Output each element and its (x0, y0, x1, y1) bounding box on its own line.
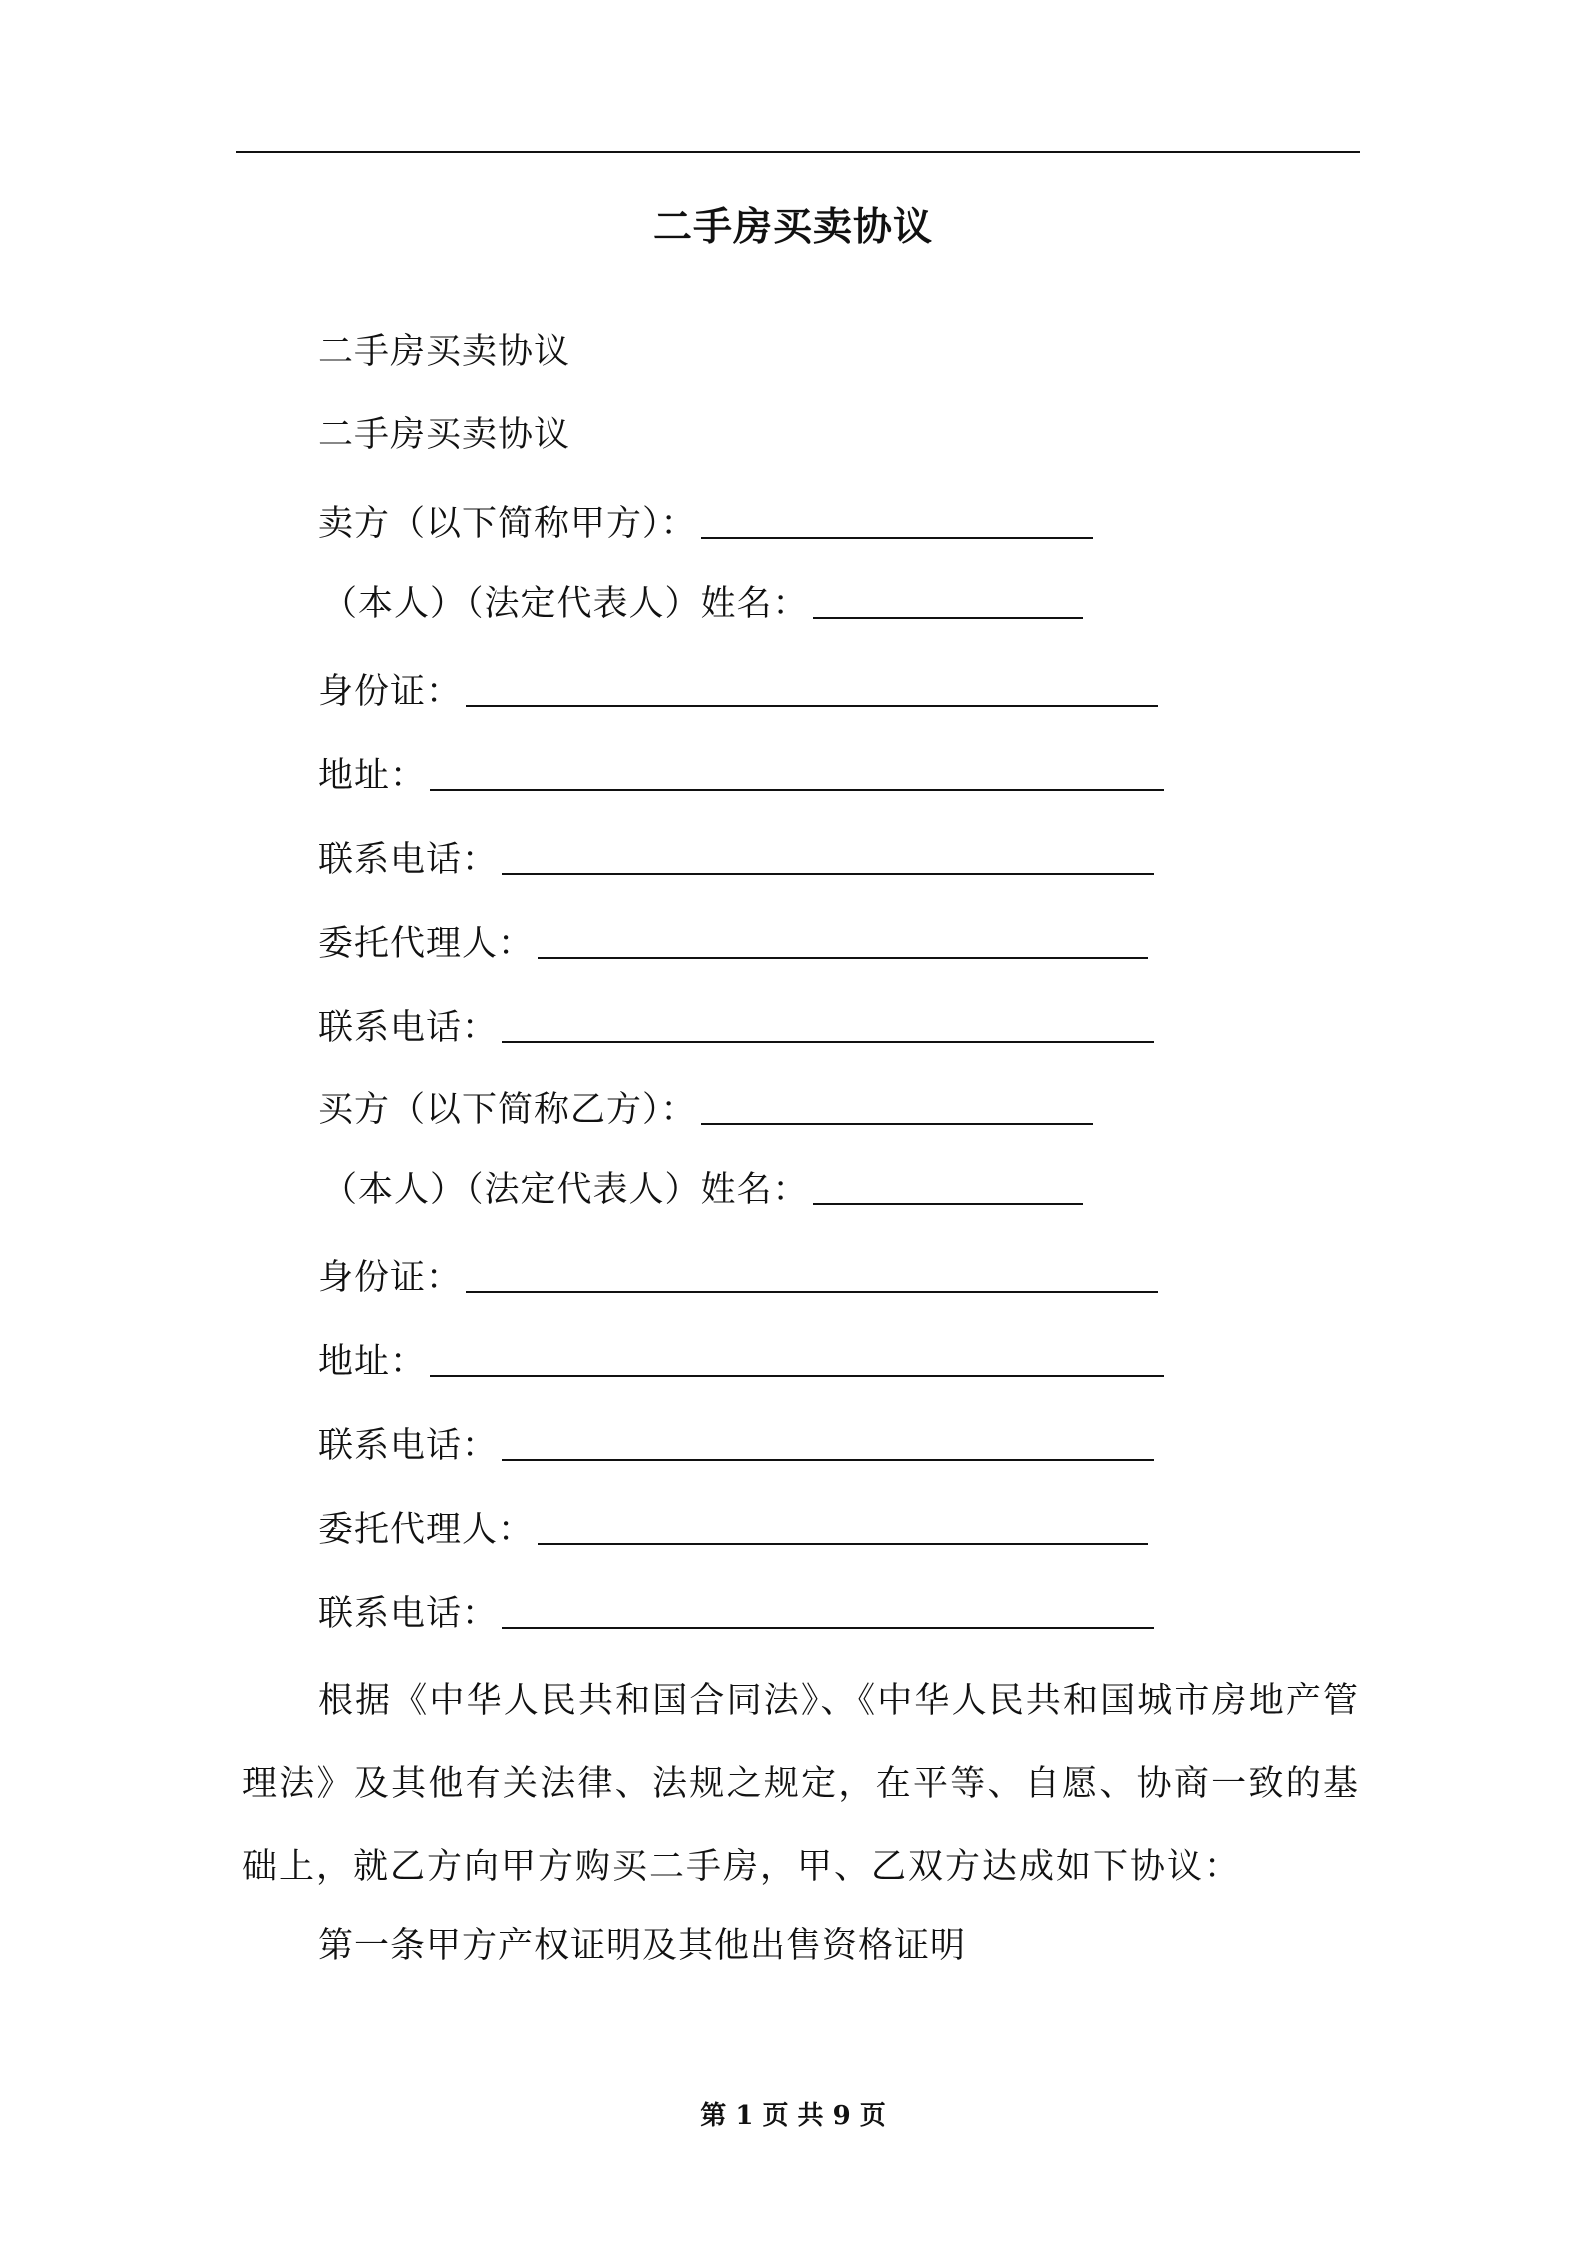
subtitle-1: 二手房买卖协议 (318, 332, 571, 372)
buyer-address-line (318, 1336, 1164, 1388)
buyer-agent-phone-blank[interactable] (502, 1593, 1154, 1629)
buyer-phone-line (318, 1420, 1154, 1472)
buyer-agent-label: 委托代理人： (318, 1510, 535, 1550)
buyer-rep-name-blank[interactable] (813, 1169, 1083, 1205)
seller-line (318, 498, 1093, 550)
buyer-address-blank[interactable] (430, 1341, 1164, 1377)
subtitle-2: 二手房买卖协议 (318, 415, 571, 455)
buyer-agent-line (318, 1504, 1148, 1556)
seller-rep-name-label: （本人）（法定代表人）姓名： (322, 584, 809, 624)
buyer-agent-phone-line (318, 1588, 1154, 1640)
buyer-phone-blank[interactable] (502, 1425, 1154, 1461)
seller-phone-label: 联系电话： (318, 840, 499, 880)
seller-agent-phone-label: 联系电话： (318, 1008, 499, 1048)
document-title: 二手房买卖协议 (652, 205, 933, 250)
buyer-label: 买方（以下简称乙方）： (318, 1090, 697, 1130)
seller-id-line (318, 666, 1158, 718)
seller-id-label: 身份证： (318, 672, 463, 712)
seller-address-label: 地址： (318, 756, 427, 796)
header-rule (236, 151, 1360, 153)
seller-id-blank[interactable] (466, 671, 1158, 707)
buyer-blank[interactable] (701, 1089, 1093, 1125)
seller-agent-blank[interactable] (538, 923, 1148, 959)
seller-address-line (318, 750, 1164, 802)
seller-agent-phone-blank[interactable] (502, 1007, 1154, 1043)
seller-agent-phone-line (318, 1002, 1154, 1054)
buyer-agent-phone-label: 联系电话： (318, 1594, 499, 1634)
buyer-rep-name-line (322, 1164, 1083, 1216)
seller-rep-name-line (322, 578, 1083, 630)
preamble-paragraph: 根据《中华人民共和国合同法》、《中华人民共和国城市房地产管理法》及其他有关法律、法规之规定，在平等、自愿、协商一致的基础上，就乙方向甲方购买二手房，甲、乙双方达成如下协议： (242, 1681, 1360, 1887)
buyer-line (318, 1084, 1093, 1136)
seller-blank[interactable] (701, 503, 1093, 539)
seller-address-blank[interactable] (430, 755, 1164, 791)
buyer-id-blank[interactable] (466, 1257, 1158, 1293)
seller-agent-label: 委托代理人： (318, 924, 535, 964)
seller-phone-blank[interactable] (502, 839, 1154, 875)
article-1-heading: 第一条甲方产权证明及其他出售资格证明 (318, 1926, 967, 1966)
buyer-phone-label: 联系电话： (318, 1426, 499, 1466)
buyer-id-label: 身份证： (318, 1258, 463, 1298)
buyer-agent-blank[interactable] (538, 1509, 1148, 1545)
seller-phone-line (318, 834, 1154, 886)
seller-agent-line (318, 918, 1148, 970)
buyer-id-line (318, 1252, 1158, 1304)
seller-rep-name-blank[interactable] (813, 583, 1083, 619)
seller-label: 卖方（以下简称甲方）： (318, 504, 697, 544)
buyer-address-label: 地址： (318, 1342, 427, 1382)
buyer-rep-name-label: （本人）（法定代表人）姓名： (322, 1170, 809, 1210)
page-footer: 第 1 页 共 9 页 (700, 2101, 886, 2131)
